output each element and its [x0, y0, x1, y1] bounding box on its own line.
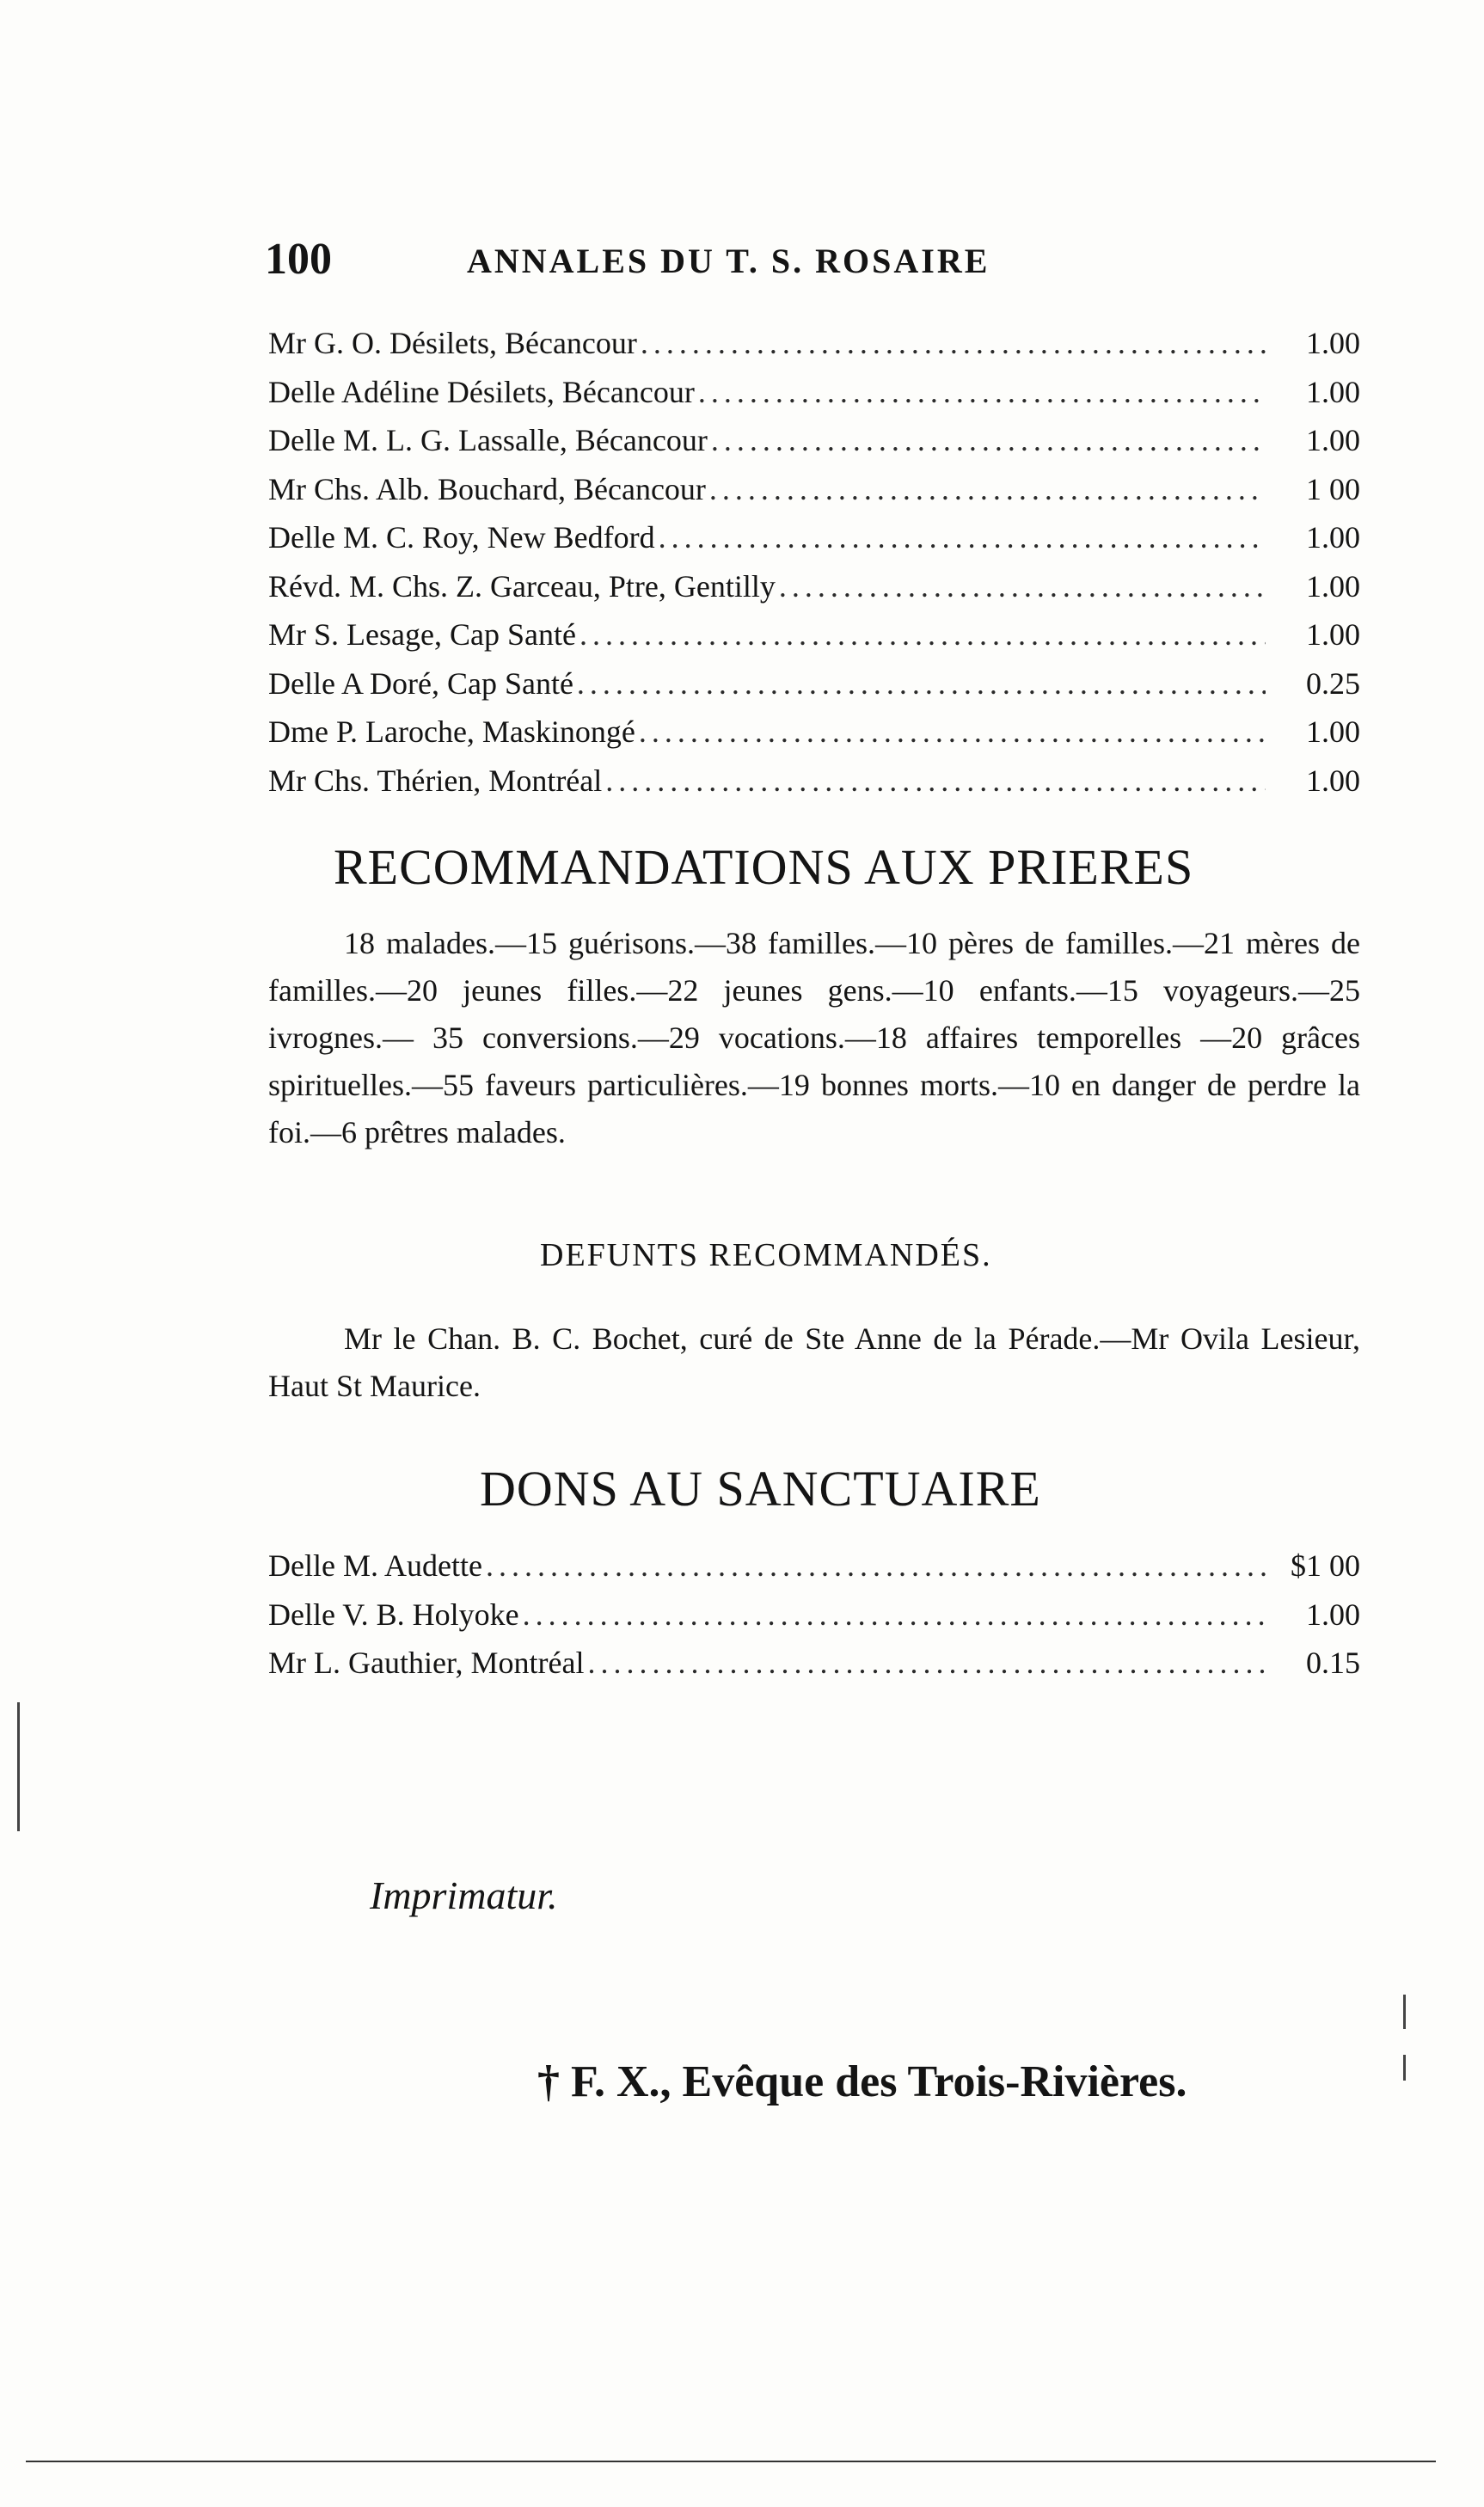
- donor-name: Delle M. C. Roy, New Bedford: [268, 520, 655, 555]
- running-head: [265, 234, 1383, 303]
- donation-row: [268, 519, 1360, 568]
- donation-row: [268, 471, 1360, 520]
- donor-name: Mr Chs. Alb. Bouchard, Bécancour: [268, 471, 706, 506]
- donation-amount: 1.00: [1306, 714, 1360, 749]
- dons-sanctuaire-heading: DONS AU SANCTUAIRE: [480, 1461, 1041, 1517]
- donation-row: [268, 763, 1360, 812]
- page-number: 100: [265, 235, 332, 284]
- donation-amount: 0.15: [1306, 1646, 1360, 1680]
- donation-amount: 1.00: [1306, 374, 1360, 409]
- dot-leader: [486, 1548, 1266, 1584]
- journal-title: ANNALES DU T. S. ROSAIRE: [467, 242, 990, 280]
- imprimatur: Imprimatur.: [370, 1873, 558, 1917]
- donation-amount: 1 00: [1306, 471, 1360, 506]
- donation-row: [268, 616, 1360, 665]
- dot-leader: [639, 714, 1266, 750]
- dot-leader: [577, 665, 1266, 702]
- margin-mark: [1403, 1995, 1406, 2029]
- donation-row: [268, 325, 1360, 374]
- sanctuary-donation-row: [268, 1597, 1360, 1646]
- donation-row: [268, 714, 1360, 763]
- donor-name: Mr L. Gauthier, Montréal: [268, 1646, 585, 1680]
- donor-name: Révd. M. Chs. Z. Garceau, Ptre, Gentilly: [268, 568, 776, 604]
- donation-amount: 1.00: [1306, 326, 1360, 360]
- defunts-heading: DEFUNTS RECOMMANDÉS.: [540, 1237, 992, 1273]
- donation-amount: $1 00: [1291, 1548, 1360, 1583]
- donation-amount: 1.00: [1306, 520, 1360, 555]
- sanctuary-donation-row: [268, 1645, 1360, 1694]
- dot-leader: [523, 1597, 1266, 1633]
- recommandations-text: 18 malades.—15 guérisons.—38 familles.—10 pères de familles.—21 mères de familles.—20 jeunes filles.—22 jeunes gens.—10 enfants.—15 voyageurs.—25 ivrognes.— 35 conversions.—29 vocations.—18 affaires temporelles —20 grâces spirituelles.—55 faveurs particulières.—19 bonnes morts.—10 en danger de perdre la foi.—6 prêtres malades.: [268, 926, 1360, 1149]
- donation-amount: 1.00: [1306, 1597, 1360, 1632]
- defunts-paragraph: [268, 1315, 1360, 1410]
- donor-name: Delle Adéline Désilets, Bécancour: [268, 374, 695, 409]
- donation-row: [268, 665, 1360, 714]
- dot-leader: [579, 616, 1266, 653]
- bishop-signature: † F. X., Evêque des Trois-Rivières.: [537, 2057, 1187, 2106]
- donation-amount: 1.00: [1306, 763, 1360, 798]
- recommandations-heading: RECOMMANDATIONS AUX PRIERES: [334, 839, 1194, 895]
- dot-leader: [641, 325, 1266, 361]
- donation-amount: 1.00: [1306, 423, 1360, 457]
- sanctuary-donation-row: [268, 1548, 1360, 1597]
- dot-leader: [709, 471, 1266, 507]
- donor-name: Mr G. O. Désilets, Bécancour: [268, 326, 637, 360]
- bottom-rule: [26, 2461, 1436, 2462]
- sanctuary-donation-list: [268, 1548, 1360, 1694]
- dot-leader: [605, 763, 1266, 799]
- margin-mark: [17, 1702, 20, 1831]
- donation-amount: 1.00: [1306, 568, 1360, 604]
- dot-leader: [587, 1645, 1266, 1681]
- donor-name: Dme P. Laroche, Maskinongé: [268, 714, 635, 749]
- dot-leader: [711, 422, 1266, 458]
- donation-row: [268, 422, 1360, 471]
- donation-amount: 1.00: [1306, 617, 1360, 652]
- dot-leader: [779, 568, 1266, 604]
- donation-row: [268, 568, 1360, 617]
- donor-name: Delle M. L. G. Lassalle, Bécancour: [268, 423, 708, 457]
- donation-amount: 0.25: [1306, 665, 1360, 701]
- donor-name: Mr Chs. Thérien, Montréal: [268, 763, 603, 798]
- donation-row: [268, 374, 1360, 423]
- donor-name: Delle V. B. Holyoke: [268, 1597, 519, 1632]
- dot-leader: [659, 519, 1266, 555]
- donor-name: Mr S. Lesage, Cap Santé: [268, 617, 576, 652]
- donation-list: [268, 325, 1360, 811]
- defunts-text: Mr le Chan. B. C. Bochet, curé de Ste Anne de la Pérade.—Mr Ovila Lesieur, Haut St Maurice.: [268, 1321, 1360, 1403]
- dot-leader: [698, 374, 1266, 410]
- donor-name: Delle A Doré, Cap Santé: [268, 665, 573, 701]
- donor-name: Delle M. Audette: [268, 1548, 482, 1583]
- margin-mark: [1403, 2055, 1406, 2081]
- recommandations-paragraph: [268, 920, 1360, 1156]
